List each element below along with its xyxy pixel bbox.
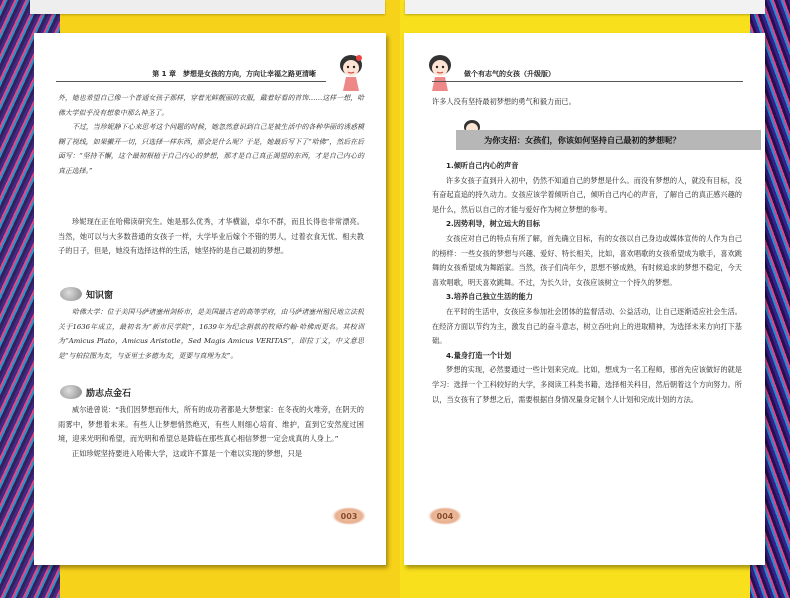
paragraph: 不过，当珍妮静下心来思考这个问题的时候，她忽然意识到自己是被生活中的各种华丽的诱惑模糊了视线，如果撇开一切，只选择一样东西，那会是什么呢？于是，她最后写下了“哈佛”，然后在后面写：“坚持不懈，这个最初根植于自己内心的梦想，那才是自己真正渴望的东西，才是自己内心的真正选择。” <box>58 123 364 175</box>
page-number: 004 <box>428 507 462 525</box>
tips-text <box>432 159 742 407</box>
question-bar: 为你支招：女孩们，你该如何坚持自己最初的梦想呢？ <box>456 130 761 150</box>
knowledge-window-title: 知识窗 <box>60 287 113 301</box>
paragraph: 梦想的实现，必然要通过一些计划来完成。比如，想成为一名工程师，那首先应该做好的就是学习：选择一个工科较好的大学，多阅读工科类书籍，选择相关科目，然后朝着这个方向努力。所以，当女孩有了梦想之后，需要根据自身情况量身定制个人计划和完成计划的方法。 <box>432 365 742 404</box>
paragraph: 珍妮现在正在哈佛读研究生。她是那么优秀，才华横溢，卓尔不群，而且长得也非常漂亮。当然，她可以与大多数普通的女孩子一样，大学毕业后嫁个不错的男人，过着衣食无忧、相夫教子的日子，但是，她没有选择这样的生活，她坚持的是自己最初的梦想。 <box>58 217 364 256</box>
left-page <box>34 33 386 565</box>
right-page <box>404 33 765 565</box>
header-rule <box>56 81 326 82</box>
paragraph: 威尔逊曾说：“我们因梦想而伟大，所有的成功者都是大梦想家：在冬夜的火堆旁，在阴天的雨雾中，梦想着未来。有些人让梦想悄然绝灭，有些人则细心培育、维护，直到它安然度过困境，迎来光明和希望，而光明和希望总是降临在那些真心相信梦想一定会成真的人身上。” <box>58 405 364 444</box>
section-title: 2.因势利导，树立远大的目标 <box>446 219 540 229</box>
knowledge-badge-icon <box>60 287 82 301</box>
previous-page-edge-right <box>405 0 765 14</box>
section-title: 4.量身打造一个计划 <box>446 350 512 360</box>
inspire-title: 励志点金石 <box>60 385 131 399</box>
chapter-header: 第 1 章 梦想是女孩的方向，方向让幸福之路更清晰 <box>152 70 316 78</box>
paragraph: 正如珍妮坚持要进入哈佛大学，这或许不算是一个难以实现的梦想，只是 <box>72 448 303 458</box>
section-title: 1.倾听自己内心的声音 <box>446 161 519 170</box>
paragraph: 许多女孩子直到升入初中，仍然不知道自己的梦想是什么。而没有梦想的人，就没有目标，没有奋起直追的持久动力。女孩应该学着倾听自己，倾听自己内心的声音，了解自己的真正感兴趣的是什么，然后以自己的才能与爱好作为树立梦想的参考。 <box>432 175 742 214</box>
section-title: 3.培养自己独立生活的能力 <box>446 292 533 302</box>
girl-cartoon-icon <box>424 51 458 91</box>
gold-stone-icon <box>60 385 82 399</box>
paragraph: 女孩应对自己的特点有所了解，首先确立目标，有的女孩以自己身边或媒体宣传的人作为自己的榜样：一些女孩的梦想与兴趣、爱好、特长相关，比如，喜欢唱歌的女孩希望成为歌手，喜欢跳舞的女孩希望成为舞蹈家。当然，孩子们尚年少，思想不够成熟，有时候追求的梦想不稳定，今天喜欢唱歌，明天喜欢跳舞。不过，为长久计，女孩应该树立一个持久的梦想。 <box>432 233 742 287</box>
inspire-text <box>58 403 364 461</box>
body-text-italic <box>58 91 364 179</box>
paragraph: 外，她也希望自己像一个普通女孩子那样，穿着光鲜靓丽的衣服，戴着好看的首饰……这样一想，哈佛大学似乎没有想象中那么神圣了。 <box>58 94 364 117</box>
girl-cartoon-icon <box>334 51 368 91</box>
knowledge-text <box>58 305 364 363</box>
paragraph: 许多人没有坚持最初梦想的勇气和毅力而已。 <box>432 97 576 106</box>
body-text <box>58 215 364 259</box>
paragraph: 在平时的生活中，女孩应多参加社会团体的监督活动、公益活动，让自己逐渐适应社会生活。在经济方面以节约为主，激发自己的奋斗意志，树立吞吐向上的进取精神，为选择未来方向打下基础。 <box>432 306 742 346</box>
paragraph: 哈佛大学：位于美国马萨诸塞州剑桥市，是美国最古老的高等学府，由马萨诸塞州殖民地立法机关于1636年成立，最初名为“新市民学院”，1639年为纪念捐款的牧师约翰·哈佛而更名。其校训为“Amicus Plato，Amicus Aristotle，Sed Magis Amicus VERITAS”，即拉丁文，中文意思是“与柏拉图为友，与亚里士多德为友，更要与真理为友”。 <box>58 308 364 360</box>
header-rule <box>432 81 743 82</box>
page-number: 003 <box>332 507 366 525</box>
previous-page-edge-left <box>30 0 385 14</box>
book-header: 做个有志气的女孩（升级版） <box>464 70 555 78</box>
intro-text <box>432 95 742 110</box>
